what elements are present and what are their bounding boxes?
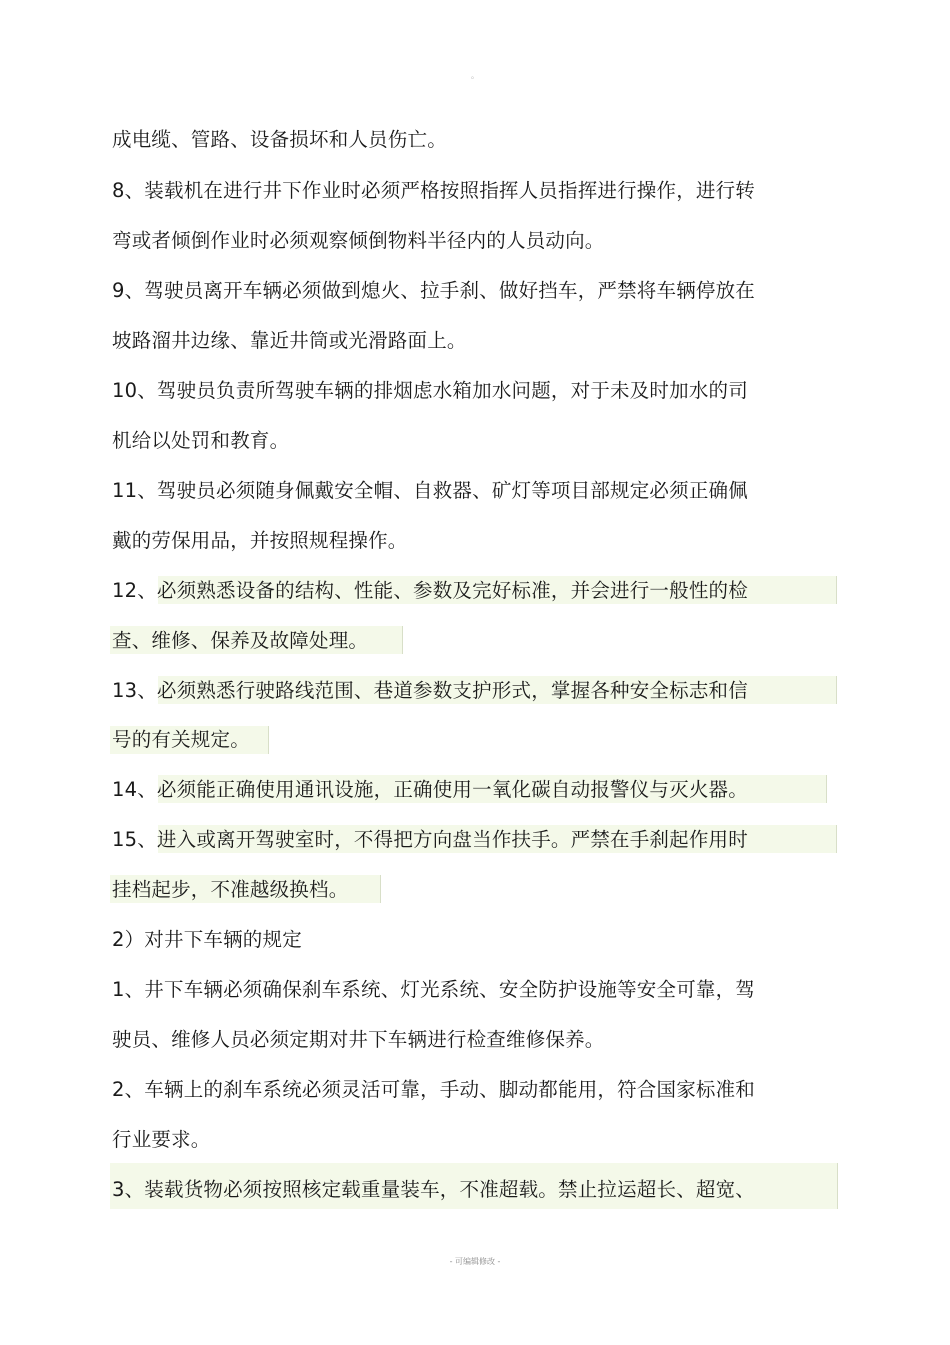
text-line: 戴的劳保用品，并按照规程操作。 [112, 529, 408, 552]
text-line: 13、必须熟悉行驶路线范围、巷道参数支护形式，掌握各种安全标志和信 [112, 679, 748, 702]
text-line: 查、维修、保养及故障处理。 [112, 629, 369, 652]
text-line: 12、必须熟悉设备的结构、性能、参数及完好标准，并会进行一般性的检 [112, 579, 748, 602]
text-line: 坡路溜井边缘、靠近井筒或光滑路面上。 [112, 329, 467, 352]
text-line: 机给以处罚和教育。 [112, 429, 290, 452]
text-line: 成电缆、管路、设备损坏和人员伤亡。 [112, 128, 447, 151]
text-line: 驶员、维修人员必须定期对井下车辆进行检查维修保养。 [112, 1028, 605, 1051]
text-line: 1、井下车辆必须确保刹车系统、灯光系统、安全防护设施等安全可靠，驾 [112, 978, 756, 1001]
section-heading: 2）对井下车辆的规定 [112, 928, 302, 951]
text-line: 挂档起步，不准越级换档。 [112, 878, 349, 901]
text-line: 11、驾驶员必须随身佩戴安全帽、自救器、矿灯等项目部规定必须正确佩 [112, 479, 748, 502]
text-line: 8、装载机在进行井下作业时必须严格按照指挥人员指挥进行操作，进行转 [112, 179, 756, 202]
text-line: 9、驾驶员离开车辆必须做到熄火、拉手刹、做好挡车，严禁将车辆停放在 [112, 279, 756, 302]
text-line: 3、装载货物必须按照核定载重量装车，不准超载。禁止拉运超长、超宽、 [112, 1178, 756, 1201]
text-line: 10、驾驶员负责所驾驶车辆的排烟虑水箱加水问题，对于未及时加水的司 [112, 379, 748, 402]
text-line: 号的有关规定。 [112, 728, 250, 751]
text-line: 弯或者倾倒作业时必须观察倾倒物料半径内的人员动向。 [112, 229, 605, 252]
footer-note: - 可编辑修改 - [449, 1257, 501, 1266]
text-line: 15、进入或离开驾驶室时，不得把方向盘当作扶手。严禁在手刹起作用时 [112, 828, 748, 851]
text-line: 行业要求。 [112, 1128, 211, 1151]
text-line: 2、车辆上的刹车系统必须灵活可靠，手动、脚动都能用，符合国家标准和 [112, 1078, 756, 1101]
text-line: 14、必须能正确使用通讯设施，正确使用一氧化碳自动报警仪与灭火器。 [112, 778, 748, 801]
header-mark: 。 [471, 71, 479, 80]
